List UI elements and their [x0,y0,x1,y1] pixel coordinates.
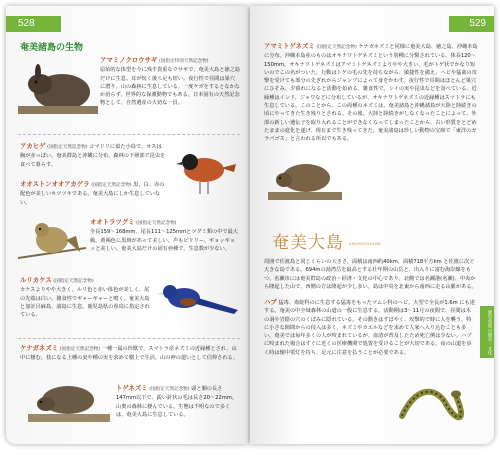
left-page [6,6,248,444]
entry-name: オオストンオオアカゲラ [20,180,90,188]
akahige-photo [166,140,240,198]
side-tab-label: 鹿児島県の歴史・文化 [487,310,492,355]
entry-amamitogenezumi [264,42,478,144]
region-title: 奄美大島 [272,233,344,253]
entry-togenezumi [116,384,240,419]
entry-tag: (国指定特別天然記念物) [158,59,209,64]
entry-body: ケナガネズミと同様に奄美大島、徳之島、沖縄本島に分布。沖縄本島産のものはオキナワトゲネズミという別種に分類されている。体長120〜150mm。オキナワトゲネズミはアマミトゲネズミよりやや大きい。毛がトゲ状でかなり短いのでこの名がついた。行動はトゲの毛の先を持ちながら、敏捷性を備え、ヘビや猛禽の攻撃を受けても部分の先ぎれからジャンプによって身をかわす。夜行性で昼間はほとんど巣穴にひそみ、夕暮れになると活動を始める。雑食性で、シイの実や昆虫などを食べている。近縁種はインド、ジャワなどに分布しているが、オキナワトゲネズミの近縁種はスマトラにも生息している。このことから、この両種のネズミは、奄美諸島と沖縄諸島が大陸と陸続きの頃にやってきた生き残りとされる。その後、大陸と陸続きがしなくなったことによって、外部の新しい遺伝子を取り入れることができなくなってしまったことから、古い形質をとどめたままの進化を遂げ、現在まで生き残ってきた。奄美諸島は珍しい動物の宝庫で「東洋のガラパゴス」と言われる所以でもある。 [264,44,478,143]
divider [18,338,240,339]
entry-name: ルリカケス [20,276,52,284]
amami-rabbit-photo [18,58,98,114]
entry-akahige [20,142,166,169]
entry-ootoratsugumi [90,218,240,253]
entry-tag: (国指定天然記念物) [47,145,88,150]
togenezumi-photo [28,374,110,422]
entry-ootonooakagera [20,180,166,207]
entry-name: オオトラツグミ [90,218,135,226]
rurikakesu-photo [154,276,242,324]
entry-tag: (国指定天然記念物) [149,387,190,392]
entry-tag: (国指定天然記念物) [53,279,94,284]
entry-body: 一種一属の珍獣で、スマトラ産ネズミの近縁種とされ、山中に棲む。枝になる上種の実や種の実を求めて樹上で生活。山の神の遣いとして信仰される。 [20,346,238,362]
habu-photo [396,376,476,432]
entry-name: トゲネズミ [116,384,148,392]
habu-body: 猛毒、毒蛇科のに生息する猛毒をもったマムシ科のヘビ。大型で全長が1.6m にも達する。奄美の中全域森林の山道の一般に生息する。活動期は3〜11月の夜間で、昼間は木の洞や岩陰の穴のくぼみに隠れている。その動きはすばやく、攻撃的で時に人を襲う。特に小さな隙間からの侵入は多く、ネズミやカエルなどを求めて人家へ入り込むことも多い。奄美では毎年多くの人が咬まれているが、血清が普及したため死亡例は少ない。ハブに咬まれた場合はすぐに近くの医療機関で処置を受けることが大切である。夜の山道を歩く時は懐中電灯を持ち、足元に注意を払うことが必要である。 [264,300,475,356]
entry-body: 原始的な体型を今に残す貴重なウサギで、奄美大島と徳之島だけに生息。耳が短く後ろ足も短い。夜行性で昼間は巣穴に潜り、山の森林に生息している。一度ケガをするとなかなか治らず、世界的な保護動物でもある。日本固有の天然記念物として、自然遺産の大切な一員。 [100,67,240,107]
entry-body: カケスよりやや大きく、ルリ色と赤い体色が美しく、尾の先端は白い。雑食性でギャーギャーと鳴く。奄美大島と加計呂麻島、請島に生息。鹿児島県の県鳥に指定されている。 [20,287,150,319]
entry-tag: (国指定天然記念物) [316,45,357,50]
entry-habu [264,298,476,357]
entry-amami-rabbit [100,56,240,108]
entry-body: 黒、白、赤の配色が美しいキツツキである。奄美大島にしか生息していない。 [20,182,165,206]
entry-tag: (国指定天然記念物) [136,221,177,226]
entry-kenaganezumi [20,344,240,363]
entry-tag: (国指定天然記念物) [91,183,132,188]
page-number: 528 [18,18,35,29]
page-header-bar [449,16,494,32]
section-title: 奄美諸島の生物 [20,42,84,52]
divider [18,134,240,135]
entry-body: コマドリに似た小鳥で、オスは胸が赤っぽい。奄美群島と沖縄に分布。森林の下層部で昆虫を食べて暮らす。 [20,144,166,168]
entry-rurikakesu [20,276,152,319]
entry-name: ケナガネズミ [20,344,59,352]
entry-body: 全長159〜168mm、尾長111〜125mmとツグミ類の中で最大級。黄褐色に黒斑があって美しい。声もピリリー、ギョッギョッと美しい。奄美大島だけの固有亜種で、生息数が少ない。 [90,229,238,252]
page-number: 529 [469,18,486,29]
region-subtitle: AMAMIOSHIMA [349,242,382,246]
entry-body: 頭と胴の長さ147mm以下で、鋭い針状の毛は長さ20〜22mm。山奥の森林に棲んでいる。生態は不明なので多くは、奄美大島に生息している。 [116,386,238,418]
page-header-bar [6,16,61,32]
entry-name: アマミトゲネズミ [264,42,315,50]
region-description: 周囲で佐渡島と同じくらいの大きさ。面積は南西約40km、面積718平方km と佐渡に次ぐ大きな島である。694mの湯湾岳を最高とする壮年期の山岳と、出入りに富む海岸線をもつ。名瀬市には奄美群島の政治・経済・文化の中心であり、北側では名瀬港(名瀬)、中央から隆起した山で、西側の方は隆起が少し多い。島は中央を北東から南西に走る山脈がある。 [264,259,477,290]
entry-name: アカヒゲ [20,142,46,150]
amamitogenezumi-photo [268,154,342,200]
entry-tag: (国指定天然記念物) [59,347,101,352]
right-page [250,6,494,444]
ootoratsugumi-photo [18,212,86,268]
entry-name: アマミノクロウサギ [100,56,158,64]
habu-label: ハブ [264,298,277,306]
